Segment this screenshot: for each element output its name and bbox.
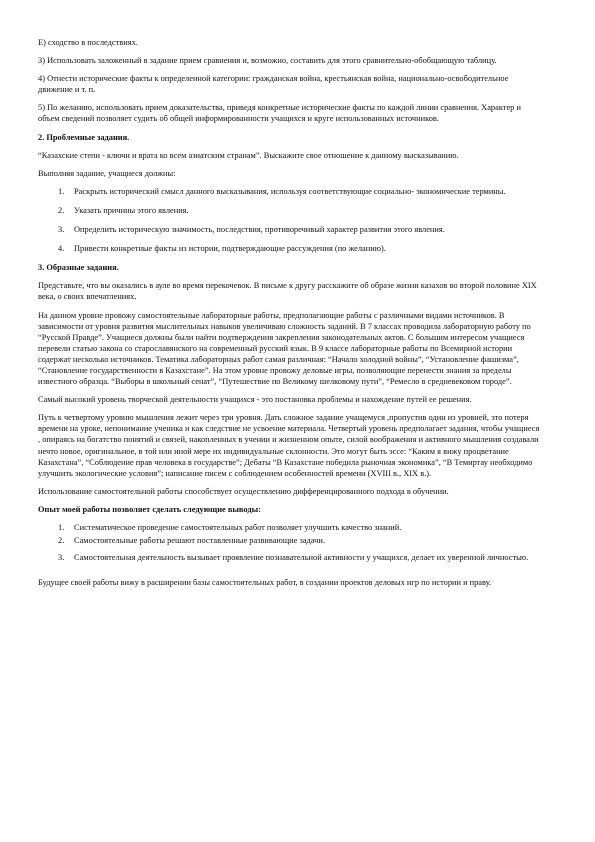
section-3-paragraph-labs: На данном уровне провожу самостоятельные лабораторные работы, предполагающие работы с различными видами источников. В зависимости от уровня развития мыслительных навыков увеличиваю сложность заданий. В 7 классах проводила лабораторную работу по “Русской Правде”. Учащиеся должны были найти подтверждения закрепления законодательных актов. С большим интересом учащиеся перевели статью закона со старославянского на современный русский язык. В 9 классе лабораторные работы по Всемирной истории содержат несколько источников. Тематика лабораторных работ самая различная: “Начало холодной войны”, “Установление фашизма”, “Становление государственности в Казахстане”. На этом уровне провожу деловые игры, позволяющие перенести знания за пределы известного образца. “Выборы в школьный сенат”, “Путешествие по Великому шелковому пути”, “Ремесло в средневековом городе”. xyxy=(38,310,531,387)
section-2-heading: 2. Проблемные задания. xyxy=(38,132,130,142)
list-text: Самостоятельные работы решают поставленные развивающие задачи. xyxy=(74,536,325,546)
paragraph-item-e: Е) сходство в последствиях. xyxy=(38,38,138,47)
list-item xyxy=(38,535,543,546)
list-number: 3. xyxy=(58,553,65,563)
list-text: Привести конкретные факты из истории, подтверждающие рассуждения (по желанию). xyxy=(74,244,386,254)
list-item xyxy=(38,522,543,533)
conclusions-heading: Опыт моей работы позволяет сделать следующие выводы: xyxy=(38,504,261,514)
list-text: Систематическое проведение самостоятельных работ позволяет улучшить качество знаний. xyxy=(74,523,402,532)
list-number: 4. xyxy=(58,244,65,254)
section-3-heading: 3. Образные задания. xyxy=(38,263,119,273)
section-3-paragraph-highest-level: Самый высокий уровень творческой деятельности учащихся - это постановка проблемы и нахождение путей ее решения. xyxy=(38,395,472,405)
list-number: 2. xyxy=(58,536,65,546)
list-item xyxy=(38,224,543,235)
section-2-intro: “Казахские степи - ключи и врата ко всем азиатским странам”. Выскажите свое отношение к данному высказыванию. xyxy=(38,150,459,160)
section-2-list xyxy=(38,186,543,254)
paragraph-step-4: 4) Отнести исторические факты к определенной категории: гражданская война, крестьянская война, национально-освободительное движение и т. п. xyxy=(38,74,509,95)
list-item xyxy=(38,552,543,563)
list-text: Указать причины этого явления. xyxy=(74,205,189,215)
list-number: 1. xyxy=(58,523,65,532)
section-3-paragraph-fourth-level: Путь к четвертому уровню мышления лежит через три уровня. Дать сложное задание учащемуся ,пропустив один из уровней, это потеря времени на уроке, непонимание ученика и как следствие не усвоение материала. Четвертый уровень предполагает задания, чтобы учащиеся , опираясь на богатство понятий и связей, накопленных в учении и жизненном опыте, силой воображения и активного мышления создавали нечто новое, оригинальное, в той или иной мере их индивидуальные склонности. Это могут быть эссе: “Каким я вижу процветание Казахстана”, “Соблюдение прав человека в государстве”; Дебаты “В Казахстане победила рыночная экономика”, “В Темиртау необходимо улучшить экологические условия”; написание писем с соблюдением особенностей времени (XVIII в., XIX в.). xyxy=(38,413,540,478)
conclusions-list xyxy=(38,522,543,563)
list-text: Определить историческую значимость, последствия, противоречивый характер развития этого явления. xyxy=(74,225,445,235)
list-number: 3. xyxy=(58,225,65,235)
list-item xyxy=(38,205,543,216)
closing-paragraph: Будущее своей работы вижу в расширении базы самостоятельных работ, в создании проектов деловых игр по истории и праву. xyxy=(38,578,492,588)
paragraph-step-3: 3) Использовать заложенный в задание прием сравнения и, возможно, составить для этого сравнительно-обобщающую таблицу. xyxy=(38,56,497,66)
list-item xyxy=(38,186,543,197)
list-number: 2. xyxy=(58,205,65,215)
section-2-lead: Выполняя задание, учащиеся должны: xyxy=(38,168,176,178)
list-item xyxy=(38,243,543,254)
paragraph-step-5: 5) По желанию, использовать прием доказательства, приведя конкретные исторические факты по каждой линии сравнения. Характер и объем сведений позволяет судить об общей информированности учащихся и круге использованных источников. xyxy=(38,103,521,124)
list-text: Самостоятельная деятельность вызывает проявление познавательной активности у учащихся, делает их уверенной личностью. xyxy=(74,553,529,563)
section-3-paragraph-differentiation: Использование самостоятельной работы способствует осуществлению дифференцированного подхода в обучении. xyxy=(38,486,449,496)
list-text: Раскрыть исторический смысл данного высказывания, используя соответствующие социально- экономические термины. xyxy=(74,186,506,196)
list-number: 1. xyxy=(58,186,65,196)
section-3-intro: Представьте, что вы оказались в ауле во время перекочевок. В письме к другу расскажите об образе жизни казахов во второй половине XIX века, о своих впечатлениях. xyxy=(38,281,537,302)
